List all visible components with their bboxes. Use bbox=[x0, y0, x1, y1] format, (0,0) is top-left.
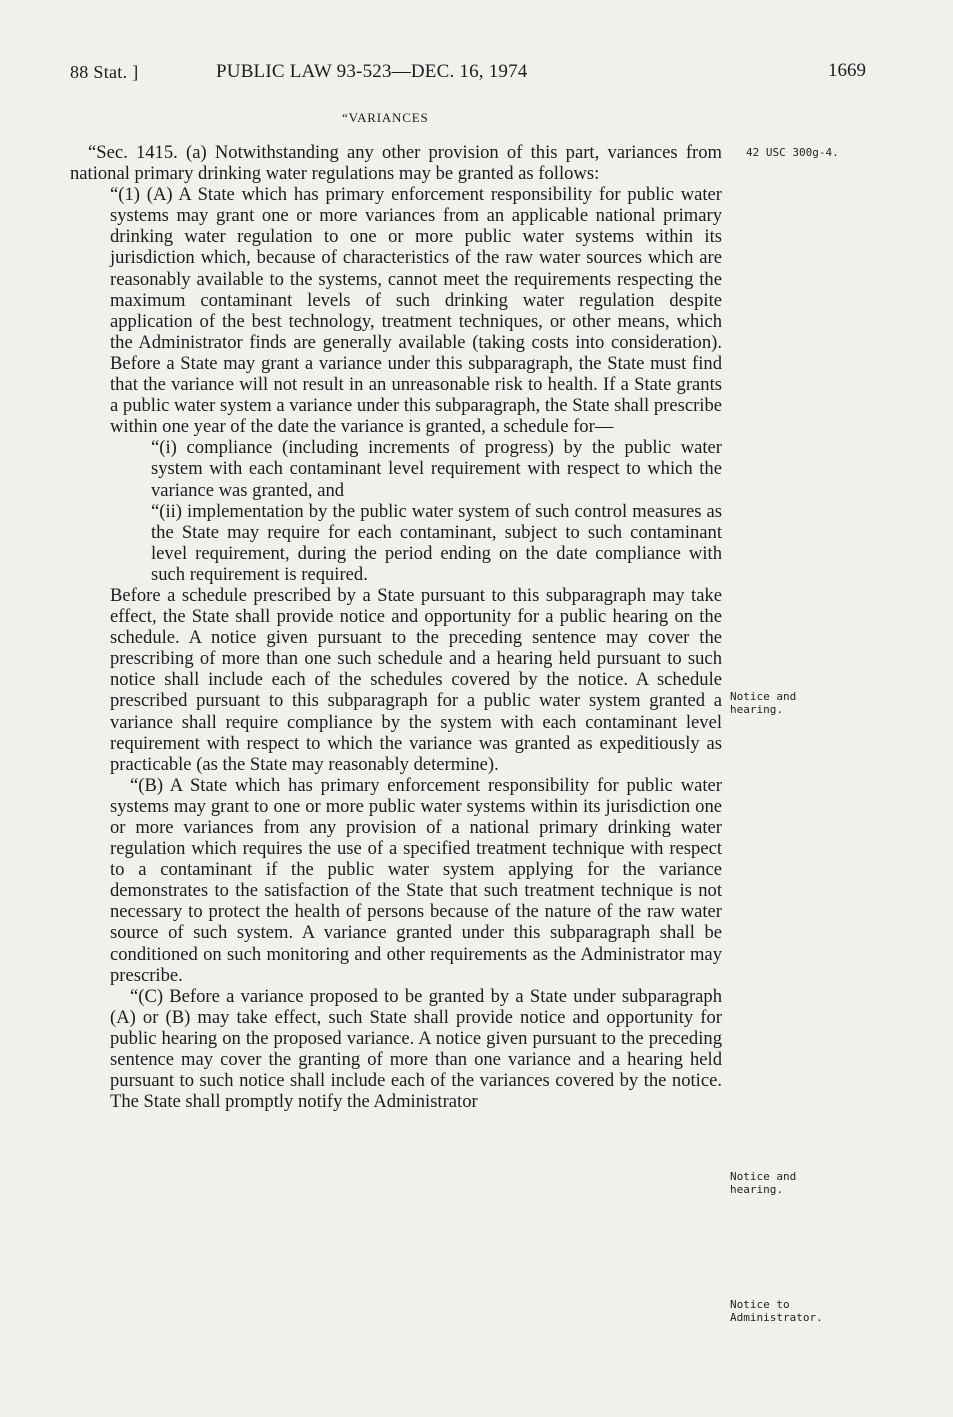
margin-note-notice-administrator: Notice to Administrator. bbox=[730, 1298, 823, 1324]
paragraph-i: “(i) compliance (including increments of progress) by the public water system with each contaminant level requirement with respect to which the variance was granted, and bbox=[151, 437, 722, 501]
paragraph-1-a: “(1) (A) A State which has primary enforcement responsibility for public water systems may grant one or more variances from an applicable national primary drinking water regulation to one or more public water systems within its jurisdiction which, because of characteristics of the raw water sources which are reasonably available to the systems, cannot meet the requirements respecting the maximum contaminant levels of such drinking water regulation despite application of the best technology, treatment techniques, or other means, which the Administrator finds are generally available (taking costs into consideration). Before a State may grant a variance under this subparagraph, the State must find that the variance will not result in an unreasonable risk to health. If a State grants a public water system a variance under this subparagraph, the State shall prescribe within one year of the date the variance is granted, a schedule for— bbox=[110, 184, 722, 438]
law-title: PUBLIC LAW 93-523—DEC. 16, 1974 bbox=[216, 61, 528, 82]
body-text bbox=[70, 142, 722, 1112]
margin-note-notice-hearing-1: Notice and hearing. bbox=[730, 690, 797, 716]
paragraph-ii: “(ii) implementation by the public water system of such control measures as the State may require for each contaminant, subject to such contaminant level requirement, during the period ending on the date compliance with such requirement is required. bbox=[151, 500, 722, 585]
margin-note-notice-hearing-2: Notice and hearing. bbox=[730, 1170, 797, 1196]
paragraph-sec-1415: “Sec. 1415. (a) Notwithstanding any other provision of this part, variances from national primary drinking water regulations may be granted as follows: bbox=[70, 142, 722, 185]
paragraph-schedule: Before a schedule prescribed by a State pursuant to this subparagraph may take effect, the State shall provide notice and opportunity for a public hearing on the schedule. A notice given pursuant to the preceding sentence may cover the prescribing of more than one such schedule and a hearing held pursuant to such notice shall include each of the schedules covered by the notice. A schedule prescribed pursuant to this subparagraph for a public water system granted a variance shall require compliance by the system with each contaminant level requirement with respect to which the variance was granted as expeditiously as practicable (as the State may reasonably determine). bbox=[110, 584, 722, 775]
section-heading: “VARIANCES bbox=[342, 110, 429, 125]
paragraph-c: “(C) Before a variance proposed to be granted by a State under subparagraph (A) or (B) may take effect, such State shall provide notice and opportunity for public hearing on the proposed variance. A notice given pursuant to the preceding sentence may cover the granting of more than one variance and a hearing held pursuant to such notice shall include each of the variances covered by the notice. The State shall promptly notify the Administrator bbox=[110, 985, 722, 1113]
page-number: 1669 bbox=[828, 60, 866, 81]
statute-volume: 88 Stat. ] bbox=[70, 62, 139, 82]
paragraph-b: “(B) A State which has primary enforcement responsibility for public water systems may grant to one or more public water systems within its jurisdiction one or more variances from any provision of a national primary drinking water regulation which requires the use of a specified treatment technique with respect to a contaminant if the public water system applying for the variance demonstrates to the satisfaction of the State that such treatment technique is not necessary to protect the health of persons because of the nature of the raw water source of such system. A variance granted under this subparagraph shall be conditioned on such monitoring and other requirements as the Administrator may prescribe. bbox=[110, 774, 722, 986]
margin-note-citation: 42 USC 300g-4. bbox=[746, 146, 839, 159]
